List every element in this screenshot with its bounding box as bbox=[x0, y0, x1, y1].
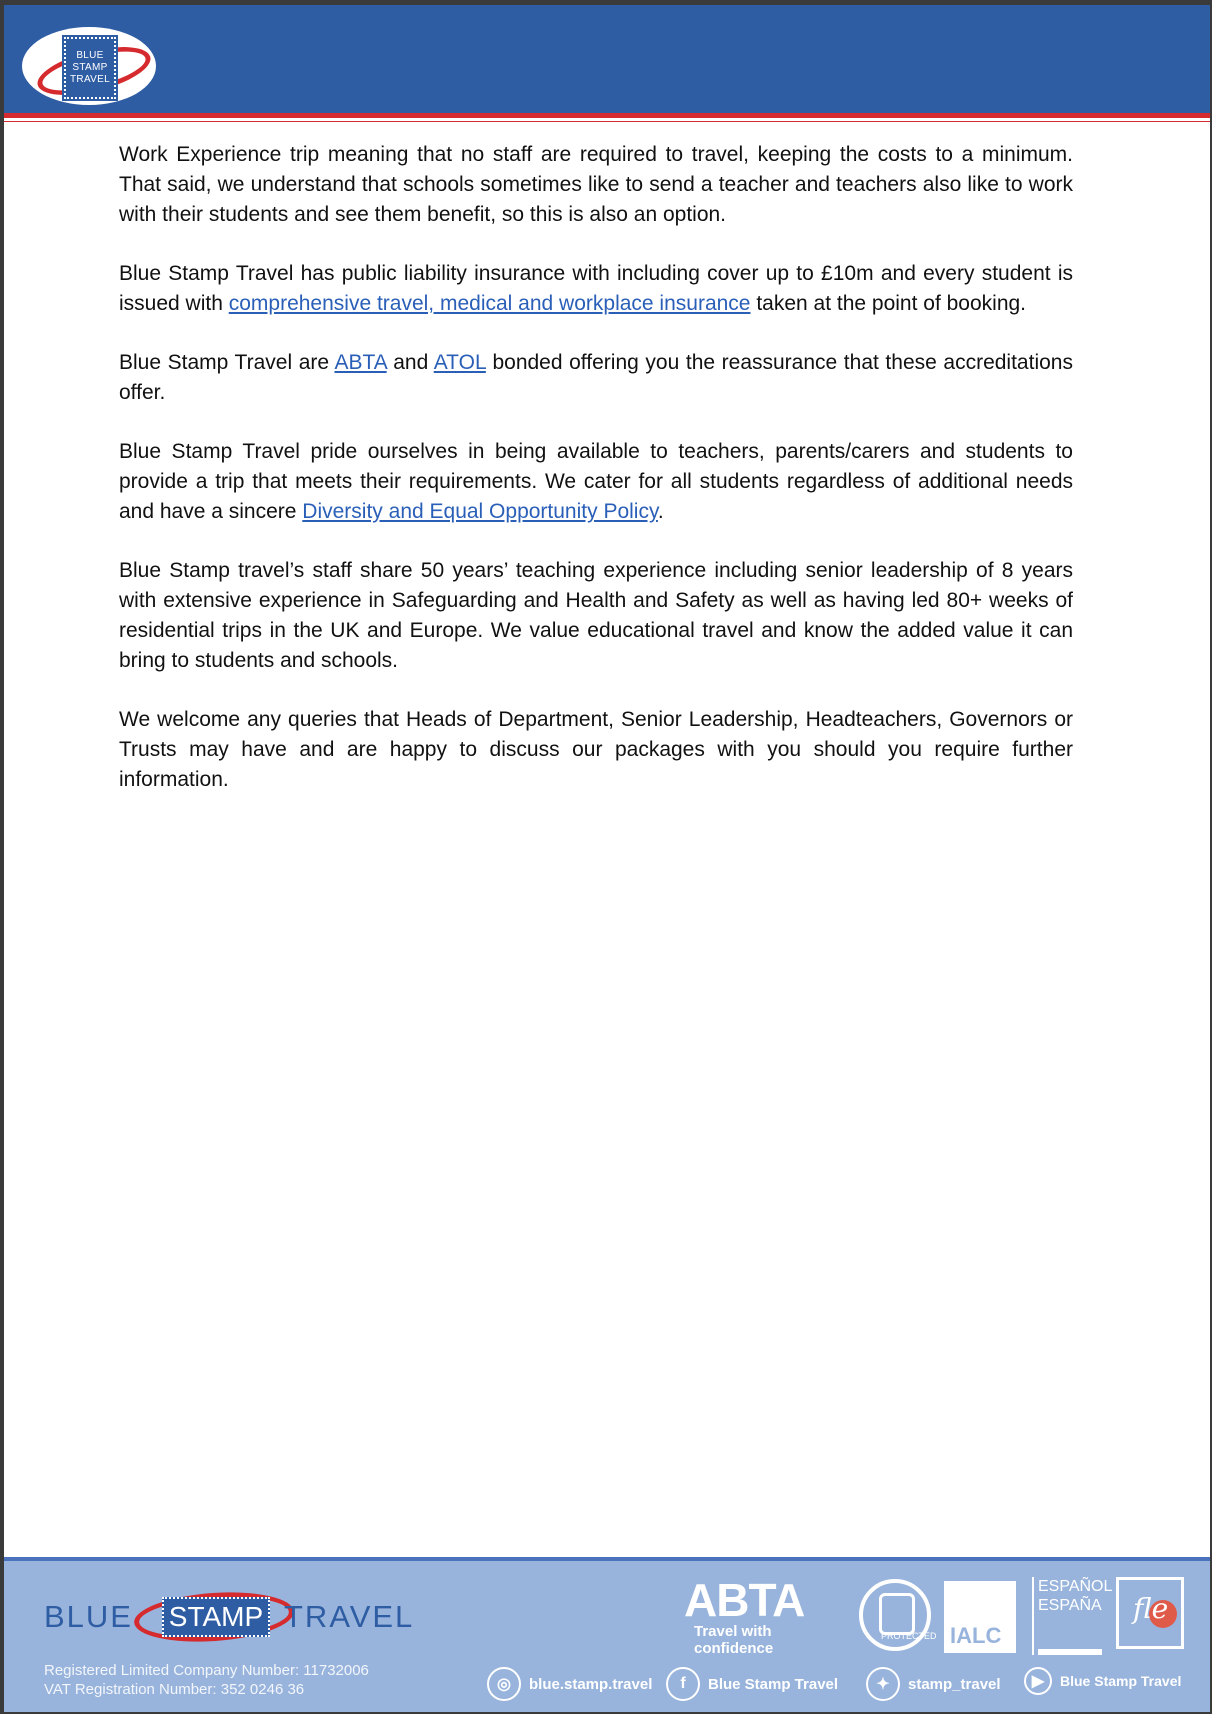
header-thin-line bbox=[4, 121, 1210, 122]
facebook-handle: Blue Stamp Travel bbox=[708, 1675, 839, 1693]
document-page bbox=[4, 5, 1210, 1712]
instagram-link[interactable] bbox=[487, 1667, 652, 1701]
footer-logo-blue: BLUE bbox=[44, 1599, 133, 1634]
paragraph-insurance bbox=[119, 259, 1073, 319]
fle-label: fle bbox=[1133, 1592, 1169, 1625]
abta-badge bbox=[684, 1575, 844, 1657]
ialc-badge bbox=[944, 1581, 1016, 1653]
espanol-bar bbox=[1038, 1649, 1102, 1655]
header-red-stripe bbox=[4, 113, 1210, 118]
text-run: bonded offering you the reassurance that these accreditations offer. bbox=[119, 351, 1073, 404]
registration-info bbox=[44, 1661, 369, 1699]
atol-label: PROTECTED bbox=[881, 1631, 937, 1641]
paragraph-diversity bbox=[119, 437, 1073, 527]
ialc-label: IALC bbox=[950, 1623, 1002, 1648]
header-logo bbox=[22, 27, 156, 105]
fle-badge bbox=[1116, 1577, 1184, 1649]
paragraph-bonded bbox=[119, 348, 1073, 408]
logo-line-3: TRAVEL bbox=[70, 74, 110, 85]
body-text bbox=[119, 140, 1073, 824]
youtube-handle: Blue Stamp Travel bbox=[1060, 1673, 1182, 1689]
espanol-line-1: ESPAÑOL bbox=[1038, 1578, 1113, 1595]
text-run: Blue Stamp Travel are bbox=[119, 351, 335, 374]
youtube-link[interactable] bbox=[1024, 1667, 1181, 1695]
logo-line-1: BLUE bbox=[76, 50, 104, 61]
facebook-link[interactable] bbox=[666, 1667, 838, 1701]
atol-shield-icon bbox=[879, 1593, 915, 1635]
abta-tagline: Travel with confidence bbox=[694, 1623, 774, 1657]
instagram-icon: ◎ bbox=[487, 1667, 521, 1701]
abta-name: ABTA bbox=[684, 1574, 805, 1626]
paragraph-queries: We welcome any queries that Heads of Department, Senior Leadership, Headteachers, Governors or Trusts may have and are happy to discuss our packages with you should you require further information. bbox=[119, 708, 1073, 791]
footer-logo-stamp: STAMP bbox=[162, 1597, 270, 1637]
diversity-policy-link[interactable]: Diversity and Equal Opportunity Policy bbox=[302, 500, 658, 523]
vat-number: VAT Registration Number: 352 0246 36 bbox=[44, 1681, 305, 1698]
text-run: and bbox=[386, 351, 434, 374]
page-header bbox=[4, 5, 1210, 113]
text-run: Blue Stamp Travel has public liability insurance with including cover up to £10m and every student is issued with bbox=[119, 262, 1073, 315]
twitter-link[interactable] bbox=[866, 1667, 1001, 1701]
footer-logo-travel: TRAVEL bbox=[284, 1599, 415, 1634]
paragraph-staff: Work Experience trip meaning that no staff are required to travel, keeping the costs to a minimum. That said, we understand that schools sometimes like to send a teacher and teachers also like to work with their students and see them benefit, so this is also an option. bbox=[119, 143, 1073, 226]
stamp-icon bbox=[64, 37, 116, 99]
atol-badge bbox=[859, 1579, 937, 1651]
espanol-line-2: ESPAÑA bbox=[1038, 1597, 1102, 1614]
instagram-handle: blue.stamp.travel bbox=[529, 1675, 653, 1693]
logo-line-2: STAMP bbox=[72, 62, 108, 73]
text-run: . bbox=[657, 500, 664, 523]
page-footer bbox=[4, 1557, 1210, 1712]
company-number: Registered Limited Company Number: 11732006 bbox=[44, 1662, 369, 1679]
facebook-icon: f bbox=[666, 1667, 700, 1701]
footer-logo bbox=[44, 1591, 415, 1641]
text-run: taken at the point of booking. bbox=[750, 292, 1027, 315]
espanol-badge bbox=[1032, 1577, 1113, 1655]
paragraph-experience: Blue Stamp travel’s staff share 50 years’ teaching experience including senior leadership of 8 years with extensive experience in Safeguarding and Health and Safety as well as having led 80+ weeks of residential trips in the UK and Europe. We value educational travel and know the added value it can bring to students and schools. bbox=[119, 559, 1073, 672]
atol-link[interactable]: ATOL bbox=[433, 351, 486, 374]
text-run: Blue Stamp Travel pride ourselves in being available to teachers, parents/carers and students to provide a trip that meets their requirements. We cater for all students regardless of additional needs and have a sincere bbox=[119, 440, 1073, 523]
insurance-link[interactable]: comprehensive travel, medical and workplace insurance bbox=[228, 292, 751, 315]
footer-stamp-icon bbox=[144, 1595, 282, 1635]
youtube-icon: ▶ bbox=[1024, 1667, 1052, 1695]
abta-link[interactable]: ABTA bbox=[334, 351, 387, 374]
twitter-icon: ✦ bbox=[866, 1667, 900, 1701]
twitter-handle: stamp_travel bbox=[908, 1675, 1001, 1693]
